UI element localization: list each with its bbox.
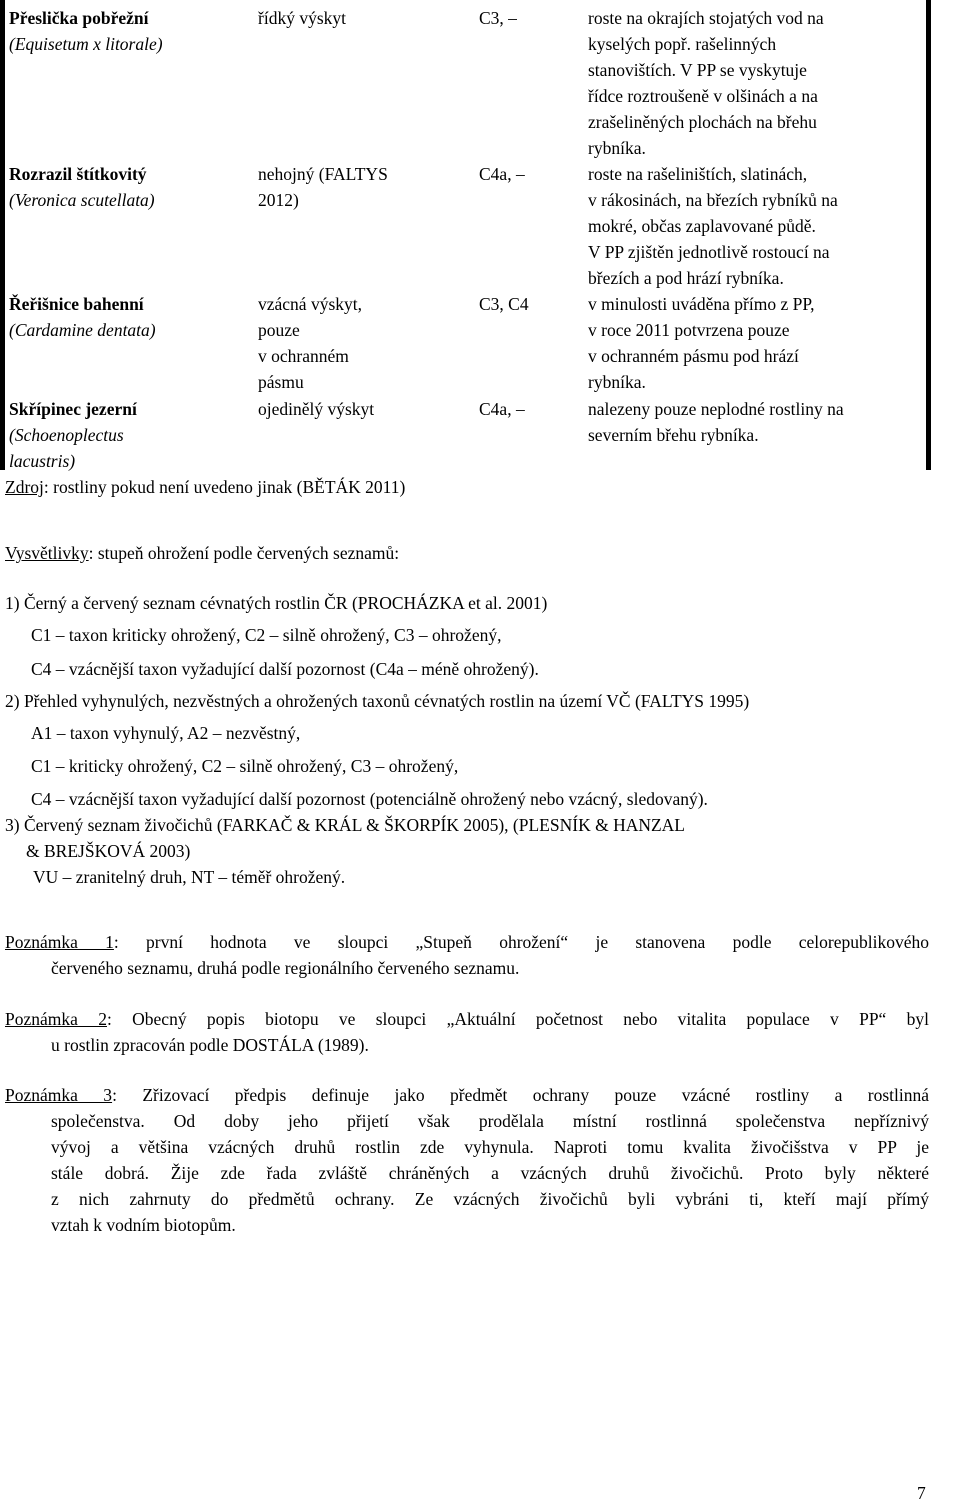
note-2: Poznámka 2: Obecný popis biotopu ve sloupci „Aktuální početnost nebo vitalita populace v PP“ byl u rostlin zpracován podle DOSTÁLA (1989). (5, 1009, 929, 1055)
legend-heading (5, 540, 399, 566)
species-latin: (Cardamine dentata) (9, 320, 156, 340)
occurrence: řídký výskyt (258, 8, 346, 28)
table-row (0, 5, 926, 157)
legend-item-2: 2) Přehled vyhynulých, nezvěstných a ohrožených taxonů cévnatých rostlin na území VČ (FALTYS 1995) (5, 691, 750, 711)
species-latin: (Veronica scutellata) (9, 190, 155, 210)
source-note (5, 474, 405, 500)
species-name: Skřípinec jezerní (9, 399, 137, 419)
legend-item-3-line: VU – zranitelný druh, NT – téměř ohrožený. (33, 867, 346, 887)
table-row (0, 161, 926, 289)
description: v minulosti uváděna přímo z PP, v roce 2011 potvrzena pouze v ochranném pásmu pod hrází rybníka. (588, 294, 815, 392)
table-row (0, 396, 926, 470)
status: C4a, – (479, 164, 525, 184)
occurrence: nehojný (FALTYS 2012) (258, 164, 388, 210)
table-row (0, 291, 926, 395)
note-label: Poznámka 1 (5, 932, 114, 952)
status: C3, C4 (479, 294, 529, 314)
note-3: Poznámka 3: Zřizovací předpis definuje jako předmět ochrany pouze vzácné rostliny a rostlinná společenstva. Od doby jeho přijetí však prodělala místní rostlinná společenstva nepříznivý vývoj a většina vzácných druhů rostlin zde vyhynula. Naproti tomu kvalita živočišstva v PP je stále dobrá. Žije zde řada zvláště chráněných a vzácných druhů živočichů. Proto byly některé z nich zahrnuty do předmětů ochrany. Ze vzácných živočichů byli vybráni ti, kteří mají přímý vztah k vodním biotopům. (5, 1085, 929, 1235)
description: roste na rašeliništích, slatinách, v rákosinách, na březích rybníků na mokré, občas zaplavované půdě. V PP zjištěn jednotlivě rostoucí na březích a pod hrází rybníka. (588, 164, 838, 288)
legend-heading-text: : stupeň ohrožení podle červených seznamů: (88, 543, 400, 563)
species-latin: (Equisetum x litorale) (9, 34, 163, 54)
legend-item-1: 1) Černý a červený seznam cévnatých rostlin ČR (PROCHÁZKA et al. 2001) (5, 593, 548, 613)
legend-label: Vysvětlivky (5, 543, 89, 563)
legend-item-2-line: C4 – vzácnější taxon vyžadující další pozornost (potenciálně ohrožený nebo vzácný, sledovaný). (31, 789, 708, 809)
note-label: Poznámka 3 (5, 1085, 113, 1105)
status: C3, – (479, 8, 517, 28)
description: nalezeny pouze neplodné rostliny na severním břehu rybníka. (588, 399, 844, 445)
legend-item-3: 3) Červený seznam živočichů (FARKAČ & KRÁL & ŠKORPÍK 2005), (PLESNÍK & HANZAL & BREJŠKOVÁ 2003) (5, 815, 685, 861)
page-number: 7 (917, 1483, 926, 1503)
species-name: Přeslička pobřežní (9, 8, 149, 28)
legend-item-1-line: C1 – taxon kriticky ohrožený, C2 – silně ohrožený, C3 – ohrožený, (31, 625, 502, 645)
source-label: Zdroj (5, 477, 44, 497)
species-latin: (Schoenoplectus lacustris) (9, 425, 124, 471)
status: C4a, – (479, 399, 525, 419)
note-1: Poznámka 1: první hodnota ve sloupci „Stupeň ohrožení“ je stanovena podle celorepublikového červeného seznamu, druhá podle regionálního červeného seznamu. (5, 932, 929, 978)
legend-item-1-line: C4 – vzácnější taxon vyžadující další pozornost (C4a – méně ohrožený). (31, 659, 539, 679)
legend-item-2-line: A1 – taxon vyhynulý, A2 – nezvěstný, (31, 723, 301, 743)
occurrence: vzácná výskyt, pouze v ochranném pásmu (258, 294, 362, 392)
species-name: Rozrazil štítkovitý (9, 164, 147, 184)
legend-item-2-line: C1 – kriticky ohrožený, C2 – silně ohrožený, C3 – ohrožený, (31, 756, 459, 776)
description: roste na okrajích stojatých vod na kyselých popř. rašelinných stanovištích. V PP se vyskytuje řídce roztroušeně v olšinách a na zrašeliněných plochách na břehu rybníka. (588, 8, 824, 158)
occurrence: ojedinělý výskyt (258, 399, 375, 419)
species-name: Řeřišnice bahenní (9, 294, 144, 314)
source-text: : rostliny pokud není uvedeno jinak (BĚTÁK 2011) (43, 477, 406, 497)
note-label: Poznámka 2 (5, 1009, 107, 1029)
table-right-border (926, 0, 931, 470)
